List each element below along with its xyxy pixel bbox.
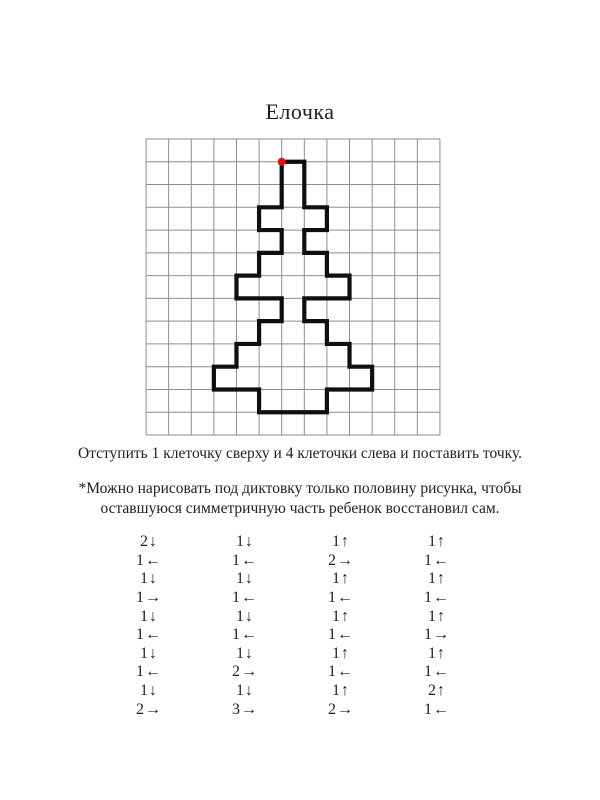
dictation-step: 1← <box>232 626 258 644</box>
dictation-step: 1↑ <box>332 644 350 662</box>
dictation-step: 3→ <box>232 700 258 718</box>
dictation-step: 1← <box>328 626 354 644</box>
grid-lines <box>146 139 440 435</box>
footnote <box>0 479 600 518</box>
dictation-step: 1↓ <box>140 570 158 588</box>
dictation-step: 1↓ <box>140 682 158 700</box>
grid-figure <box>145 138 441 441</box>
dictation-step: 1← <box>136 663 162 681</box>
dictation-step: 1← <box>424 663 450 681</box>
dictation-step: 1← <box>328 663 354 681</box>
dictation-grid-svg <box>145 138 441 436</box>
dictation-step: 2→ <box>328 700 354 718</box>
dictation-step: 1↑ <box>332 607 350 625</box>
tree-outline <box>214 162 372 412</box>
dictation-step: 2↑ <box>428 682 446 700</box>
dictation-step: 1← <box>136 626 162 644</box>
dictation-step: 1← <box>328 588 354 606</box>
dictation-step: 1→ <box>136 588 162 606</box>
dictation-steps-table <box>101 533 485 719</box>
dictation-step: 1↑ <box>428 533 446 550</box>
dictation-step: 1← <box>424 588 450 606</box>
start-instruction: Отступить 1 клеточку сверху и 4 клеточки слева и поставить точку. <box>77 445 523 462</box>
dictation-step: 1↑ <box>332 533 350 550</box>
dictation-step: 1↓ <box>140 644 158 662</box>
dictation-step: 2↓ <box>140 533 158 550</box>
dictation-step: 1↓ <box>236 533 254 550</box>
dictation-step: 1↓ <box>236 607 254 625</box>
footnote-line-1: *Можно нарисовать под диктовку только половину рисунка, чтобы <box>78 480 522 497</box>
page-title: Елочка <box>265 99 335 124</box>
dictation-step: 1← <box>424 700 450 718</box>
dictation-step: 1↑ <box>428 570 446 588</box>
dictation-step: 1↓ <box>236 570 254 588</box>
dictation-step: 1← <box>424 551 450 569</box>
footnote-line-2: оставшуюся симметричную часть ребенок восстановил сам. <box>100 499 500 517</box>
dictation-step: 1↑ <box>428 644 446 662</box>
dictation-step: 1↓ <box>236 644 254 662</box>
dictation-step: 1← <box>232 551 258 569</box>
dictation-step: 1↑ <box>428 607 446 625</box>
dictation-step: 2→ <box>136 700 162 718</box>
start-dot <box>278 158 286 166</box>
dictation-step: 1↓ <box>140 607 158 625</box>
dictation-step: 1↑ <box>332 682 350 700</box>
dictation-step: 2→ <box>328 551 354 569</box>
dictation-step: 1→ <box>424 626 450 644</box>
dictation-step: 2→ <box>232 663 258 681</box>
dictation-step: 1↓ <box>236 682 254 700</box>
dictation-step: 1← <box>136 551 162 569</box>
dictation-step: 1← <box>232 588 258 606</box>
dictation-step: 1↑ <box>332 570 350 588</box>
